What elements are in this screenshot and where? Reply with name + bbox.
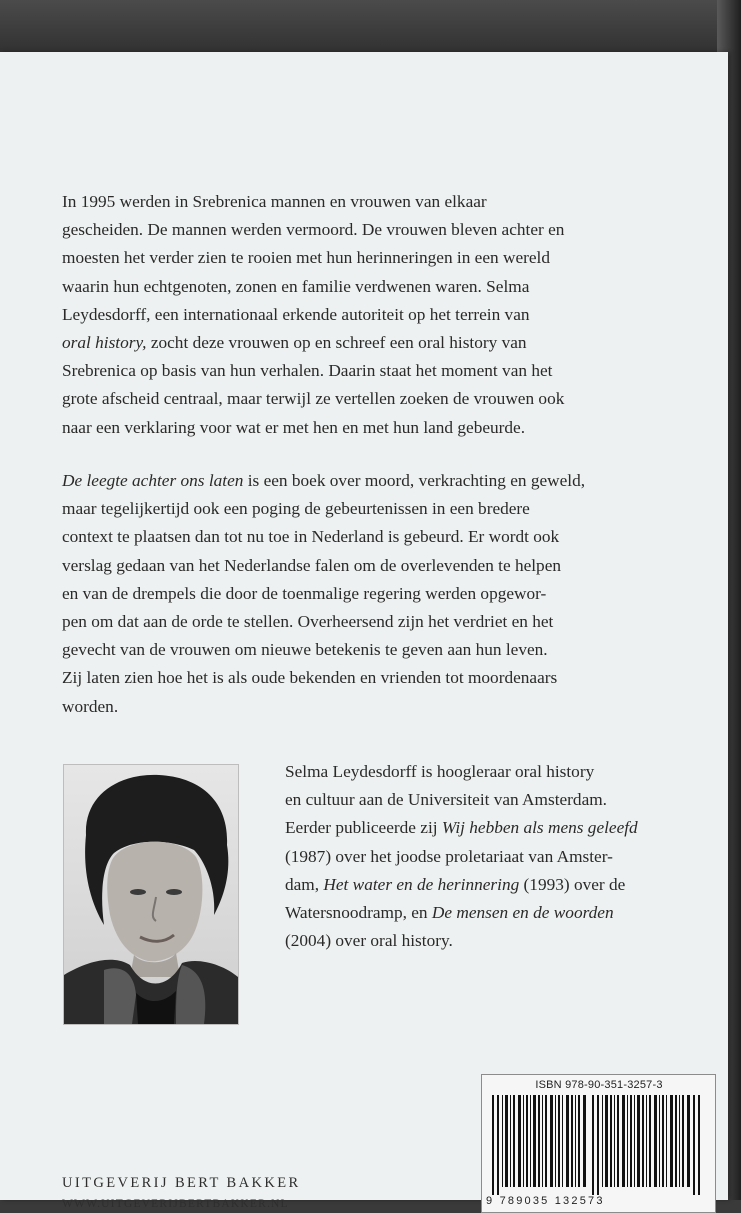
bio-line: (2004) over oral history. bbox=[285, 931, 453, 951]
description-line: worden. bbox=[62, 696, 119, 716]
summary-line: In 1995 werden in Srebrenica mannen en vrouwen van elkaar bbox=[62, 192, 487, 211]
author-portrait bbox=[64, 765, 238, 1024]
summary-line: grote afscheid centraal, maar terwijl ze vertellen zoeken de vrouwen ook bbox=[62, 389, 565, 409]
book-title: Wij hebben als mens geleefd bbox=[441, 818, 638, 838]
summary-line: waarin hun echtgenoten, zonen en familie verdwenen waren. Selma bbox=[62, 276, 530, 296]
description-line: verslag gedaan van het Nederlandse falen om de overlevenden te helpen bbox=[62, 555, 562, 575]
summary-line: Srebrenica op basis van hun verhalen. Daarin staat het moment van het bbox=[62, 361, 553, 381]
summary-line: moesten het verder zien te rooien met hun herinneringen in een wereld bbox=[62, 248, 551, 268]
author-photo bbox=[63, 764, 239, 1025]
summary-line: naar een verklaring voor wat er met hen en met hun land gebeurde. bbox=[62, 417, 526, 437]
description-line: en van de drempels die door de toenmalige regering werden opgewor- bbox=[62, 583, 547, 603]
book-title: De mensen en de woorden bbox=[431, 903, 614, 923]
summary-line: oral history, zocht deze vrouwen op en schreef een oral history van bbox=[62, 333, 527, 353]
summary-line: gescheiden. De mannen werden vermoord. De vrouwen bleven achter en bbox=[62, 220, 565, 240]
barcode-digits: 9 789035 132573 bbox=[486, 1195, 605, 1207]
isbn-label: ISBN 978-90-351-3257-3 bbox=[535, 1079, 663, 1091]
book-back-cover bbox=[0, 52, 728, 1210]
bio-line: en cultuur aan de Universiteit van Amsterdam. bbox=[285, 790, 608, 810]
barcode-box bbox=[481, 1074, 716, 1213]
bio-line: Watersnoodramp, en De mensen en de woorden bbox=[285, 903, 614, 923]
publisher-name: UITGEVERIJ BERT BAKKER bbox=[62, 1175, 301, 1191]
summary-line: Leydesdorff, een internationaal erkende autoriteit op het terrein van bbox=[62, 304, 530, 324]
bio-line: (1987) over het joodse proletariaat van Amster- bbox=[285, 846, 613, 866]
bio-line: Eerder publiceerde zij Wij hebben als mens geleefd bbox=[285, 818, 638, 838]
barcode-icon bbox=[492, 1095, 704, 1195]
description-line: gevecht van de vrouwen om nieuwe betekenis te geven aan hun leven. bbox=[62, 640, 548, 660]
description-line: De leegte achter ons laten is een boek over moord, verkrachting en geweld, bbox=[62, 471, 586, 490]
description-line: Zij laten zien hoe het is als oude bekenden en vrienden tot moordenaars bbox=[62, 668, 558, 688]
author-bio bbox=[285, 758, 638, 955]
bio-line: dam, Het water en de herinnering (1993) over de bbox=[285, 874, 626, 894]
book-title: Het water en de herinnering bbox=[323, 874, 520, 894]
description-line: context te plaatsen dan tot nu toe in Nederland is gebeurd. Er wordt ook bbox=[62, 527, 560, 547]
oral-history-term: oral history, bbox=[62, 333, 147, 353]
description-line: maar tegelijkertijd ook een poging de gebeurtenissen in een bredere bbox=[62, 499, 530, 519]
summary-paragraph bbox=[62, 188, 712, 442]
description-line: pen om dat aan de orde te stellen. Overheersend zijn het verdriet en het bbox=[62, 612, 554, 632]
bio-line: Selma Leydesdorff is hoogleraar oral history bbox=[285, 762, 595, 781]
book-title: De leegte achter ons laten bbox=[62, 471, 244, 490]
publisher-website: WWW.UITGEVERIJBERTBAKKER.NL bbox=[62, 1198, 289, 1210]
description-paragraph bbox=[62, 467, 712, 721]
